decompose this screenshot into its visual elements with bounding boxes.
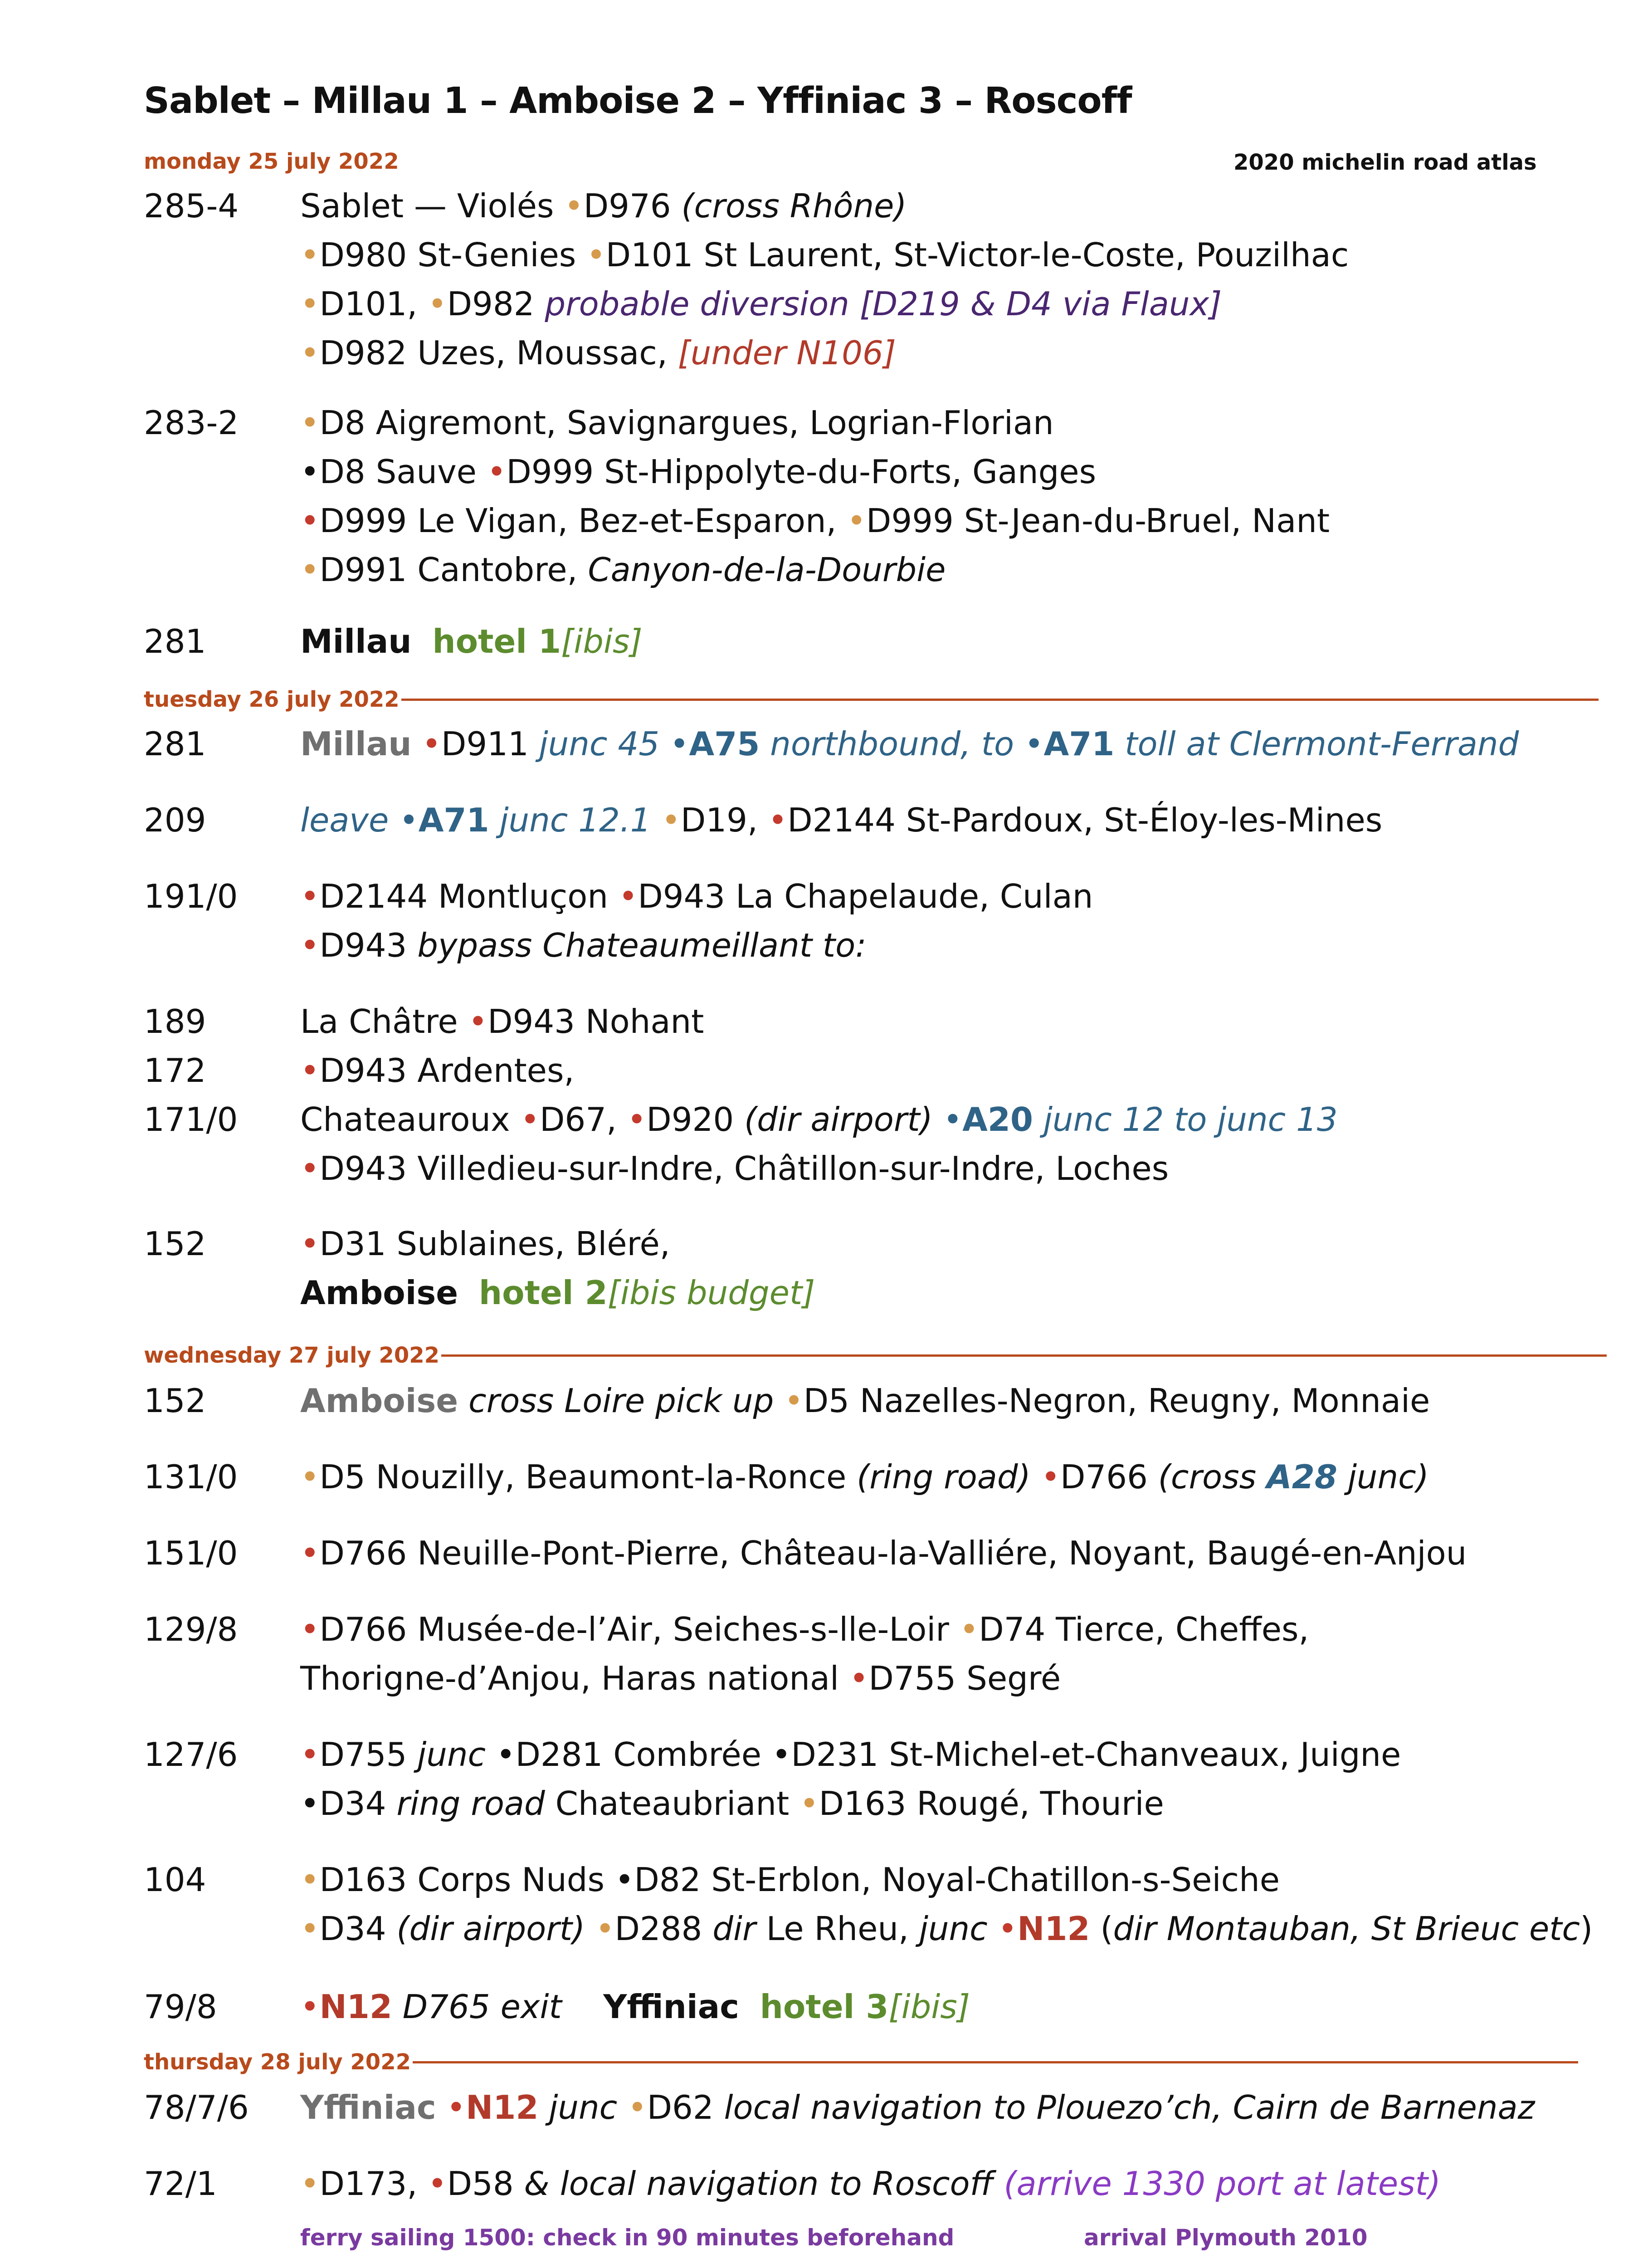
junction: junc [538, 2088, 628, 2126]
road: D67, [539, 1100, 627, 1139]
distance: 152 [144, 1225, 206, 1263]
road: D34 [319, 1784, 397, 1823]
route-text: D766 Neuille-Pont-Pierre, Château-la-Valliére, Noyant, Baugé-en-Anjou [319, 1534, 1467, 1572]
bullet-icon: • [300, 1610, 320, 1648]
bullet-icon: • [661, 801, 681, 839]
bullet-icon: • [300, 1988, 320, 2026]
bullet-icon: • [300, 334, 320, 372]
divider [441, 1354, 1607, 1357]
distance: 285-4 [144, 187, 239, 225]
route-text: D2144 Montluçon [319, 877, 619, 915]
route-text: Sablet — Violés [300, 187, 565, 225]
day-label: wednesday 27 july 2022 [144, 1343, 440, 1368]
distance: 129/8 [144, 1610, 238, 1648]
bullet-icon: • [300, 551, 320, 589]
hotel-label: hotel 1 [432, 622, 561, 660]
note: (dir airport) [396, 1910, 595, 1948]
day-header-thursday [144, 2049, 1578, 2075]
route-text: D31 Sublaines, Bléré, [319, 1225, 670, 1263]
bullet-icon: • [849, 1659, 869, 1697]
bullet-icon: • [771, 1735, 791, 1774]
note: ring road [396, 1784, 556, 1823]
note: (cross [1158, 1458, 1267, 1496]
route-text: D999 St-Hippolyte-du-Forts, Ganges [506, 453, 1097, 491]
route-text: D999 St-Jean-du-Bruel, Nant [866, 502, 1330, 540]
motorway: A20 [962, 1100, 1034, 1139]
bullet-icon: • [300, 453, 320, 491]
bullet-icon: • [1024, 725, 1044, 763]
note: [under N106] [678, 334, 896, 372]
motorway: A28 [1267, 1458, 1337, 1496]
route-text: D8 Sauve [319, 453, 487, 491]
bullet-icon: • [468, 1002, 488, 1041]
bullet-icon: • [669, 725, 689, 763]
bullet-icon: • [520, 1100, 540, 1139]
note: bypass Chateaumeillant to: [417, 926, 867, 964]
bullet-icon: • [428, 2165, 447, 2203]
bullet-icon: • [300, 2165, 320, 2203]
route-text: D231 St-Michel-et-Chanveaux, Juigne [791, 1735, 1401, 1774]
road: D288 [614, 1910, 713, 1948]
start-town: Amboise [300, 1382, 458, 1420]
route-text: D943 Nohant [487, 1002, 704, 1041]
route-text: Chateauroux [300, 1100, 521, 1139]
route-text: D943 Villedieu-sur-Indre, Châtillon-sur-Indre, Loches [319, 1149, 1169, 1188]
junction: junc [919, 1910, 998, 1948]
distance: 171/0 [144, 1100, 238, 1139]
route-text: Thorigne-d’Anjou, Haras national [300, 1659, 849, 1697]
distance: 281 [144, 622, 206, 660]
bullet-icon: • [300, 285, 320, 323]
bullet-icon: • [300, 1910, 320, 1948]
route-text: D8 Aigremont, Savignargues, Logrian-Florian [319, 404, 1054, 442]
bullet-icon: • [300, 1534, 320, 1572]
route-text: D281 Combrée [515, 1735, 772, 1774]
bullet-icon: • [300, 502, 320, 540]
road: D766 [1060, 1458, 1158, 1496]
route-text: D980 St-Genies [319, 236, 587, 274]
hotel-label: hotel 3 [760, 1988, 889, 2026]
note: (ring road) [857, 1458, 1041, 1496]
divider [401, 699, 1599, 701]
route-text: D101 St Laurent, St-Victor-le-Coste, Pouzilhac [605, 236, 1349, 274]
bullet-icon: • [300, 926, 320, 964]
road: D920 [646, 1100, 745, 1139]
route-text: D991 Cantobre, [319, 551, 588, 589]
bullet-icon: • [943, 1100, 963, 1139]
junction: junc [417, 1735, 496, 1774]
bullet-icon: • [627, 1100, 647, 1139]
route-text: D5 Nouzilly, Beaumont-la-Ronce [319, 1458, 857, 1496]
bullet-icon: • [300, 1861, 320, 1899]
day-label: monday 25 july 2022 [144, 149, 399, 174]
distance: 79/8 [144, 1988, 217, 2026]
note: cross Loire pick up [458, 1382, 785, 1420]
note: local navigation to Plouezo’ch, Cairn de Barnenaz [724, 2088, 1535, 2126]
bullet-icon: • [586, 236, 606, 274]
route-text: D755 Segré [868, 1659, 1061, 1697]
motorway: A71 [418, 801, 489, 839]
road: D173, [319, 2165, 428, 2203]
bullet-icon: • [300, 404, 320, 442]
hotel-name: [ibis] [888, 1988, 970, 2026]
bullet-icon: • [300, 1458, 320, 1496]
day-label: tuesday 26 july 2022 [144, 687, 400, 712]
national-road: N12 [1017, 1910, 1090, 1948]
national-road: N12 [319, 1988, 392, 2026]
start-town: Millau [300, 725, 412, 763]
bullet-icon: • [422, 725, 441, 763]
distance: 189 [144, 1002, 206, 1041]
overnight-town: Millau [300, 622, 412, 660]
bullet-icon: • [446, 2088, 466, 2126]
road: D19, [680, 801, 768, 839]
route-text: Chateaubriant [555, 1784, 800, 1823]
distance: 172 [144, 1051, 206, 1090]
road: D943 [319, 926, 418, 964]
route-text: D163 Corps Nuds [319, 1861, 615, 1899]
road: D34 [319, 1910, 397, 1948]
note: & local navigation to Roscoff [524, 2165, 1004, 2203]
distance: 191/0 [144, 877, 238, 915]
note: junc) [1337, 1458, 1429, 1496]
note: dir [712, 1910, 766, 1948]
hotel-name: [ibis budget] [607, 1274, 815, 1312]
distance: 151/0 [144, 1534, 238, 1572]
note: D765 exit [392, 1988, 562, 2026]
national-road: N12 [466, 2088, 539, 2126]
bullet-icon: • [564, 187, 584, 225]
bullet-icon: • [847, 502, 866, 540]
overnight-town: Amboise [300, 1274, 458, 1312]
note: (dir airport) [744, 1100, 943, 1139]
note: (cross Rhône) [681, 187, 907, 225]
bullet-icon: • [614, 1861, 634, 1899]
hotel-name: [ibis] [561, 622, 643, 660]
route-text: D766 Musée-de-l’Air, Seiches-s-lle-Loir [319, 1610, 960, 1648]
route-text: Le Rheu, [766, 1910, 919, 1948]
divider [413, 2061, 1578, 2063]
bullet-icon: • [300, 877, 320, 915]
route-text: D82 St-Erblon, Noyal-Chatillon-s-Seiche [634, 1861, 1280, 1899]
bullet-icon: • [300, 1735, 320, 1774]
route-text: D74 Tierce, Cheffes, [979, 1610, 1309, 1648]
bullet-icon: • [487, 453, 507, 491]
route-text: D943 La Chapelaude, Culan [638, 877, 1093, 915]
bullet-icon: • [428, 285, 447, 323]
note: leave [300, 801, 400, 839]
route-text: D2144 St-Pardoux, St-Éloy-les-Mines [787, 801, 1383, 839]
route-text: D163 Rougé, Thourie [819, 1784, 1164, 1823]
route-text: La Châtre [300, 1002, 468, 1041]
ferry-sailing-note: ferry sailing 1500: check in 90 minutes beforehand [300, 2224, 955, 2251]
day-header-tuesday [144, 687, 1599, 712]
start-town: Yffiniac [300, 2088, 436, 2126]
bullet-icon: • [300, 1784, 320, 1823]
route-text: D999 Le Vigan, Bez-et-Esparon, [319, 502, 847, 540]
motorway: A75 [689, 725, 760, 763]
bullet-icon: • [618, 877, 638, 915]
junction: junc 12 to junc 13 [1033, 1100, 1338, 1139]
junction: junc 12.1 [489, 801, 662, 839]
distance: 131/0 [144, 1458, 238, 1496]
route-text: ( [1090, 1910, 1113, 1948]
motorway: A71 [1043, 725, 1115, 763]
route-text: D982 Uzes, Moussac, [319, 334, 678, 372]
hotel-label: hotel 2 [478, 1274, 608, 1312]
distance: 152 [144, 1382, 206, 1420]
distance: 78/7/6 [144, 2088, 249, 2126]
road: D976 [583, 187, 682, 225]
bullet-icon: • [768, 801, 788, 839]
bullet-icon: • [399, 801, 419, 839]
distance: 281 [144, 725, 206, 763]
note: toll at Clermont-Ferrand [1114, 725, 1519, 763]
route-text: D101, [319, 285, 428, 323]
ferry-arrival-note: arrival Plymouth 2010 [1084, 2224, 1368, 2251]
note: dir Montauban, St Brieuc etc [1113, 1910, 1580, 1948]
day-header-wednesday [144, 1343, 1607, 1368]
day-label: thursday 28 july 2022 [144, 2049, 411, 2075]
bullet-icon: • [800, 1784, 819, 1823]
junction: junc 45 [539, 725, 670, 763]
distance: 72/1 [144, 2165, 217, 2203]
bullet-icon: • [784, 1382, 804, 1420]
bullet-icon: • [595, 1910, 615, 1948]
distance: 104 [144, 1861, 206, 1899]
bullet-icon: • [300, 236, 320, 274]
bullet-icon: • [300, 1051, 320, 1090]
road: D982 [447, 285, 545, 323]
road: D755 [319, 1735, 418, 1774]
bullet-icon: • [496, 1735, 516, 1774]
atlas-reference: 2020 michelin road atlas [1233, 150, 1537, 175]
page-title: Sablet – Millau 1 – Amboise 2 – Yffiniac 3 – Roscoff [144, 80, 1132, 122]
diversion-note: probable diversion [D219 & D4 via Flaux] [545, 285, 1222, 323]
bullet-icon: • [628, 2088, 647, 2126]
road: D62 [647, 2088, 724, 2126]
note: northbound, to [760, 725, 1024, 763]
road: D58 [447, 2165, 524, 2203]
route-text: ) [1580, 1910, 1593, 1948]
road: D911 [441, 725, 539, 763]
distance: 209 [144, 801, 206, 839]
bullet-icon: • [300, 1149, 320, 1188]
route-text: D5 Nazelles-Negron, Reugny, Monnaie [803, 1382, 1430, 1420]
overnight-town: Yffiniac [603, 1988, 739, 2026]
bullet-icon: • [998, 1910, 1018, 1948]
distance: 127/6 [144, 1735, 238, 1774]
bullet-icon: • [1041, 1458, 1061, 1496]
distance: 283-2 [144, 404, 239, 442]
route-text: D943 Ardentes, [319, 1051, 575, 1090]
bullet-icon: • [959, 1610, 979, 1648]
day-header-monday [144, 149, 399, 174]
note: Canyon-de-la-Dourbie [588, 551, 946, 589]
bullet-icon: • [300, 1225, 320, 1263]
arrival-note: (arrive 1330 port at latest) [1004, 2165, 1441, 2203]
